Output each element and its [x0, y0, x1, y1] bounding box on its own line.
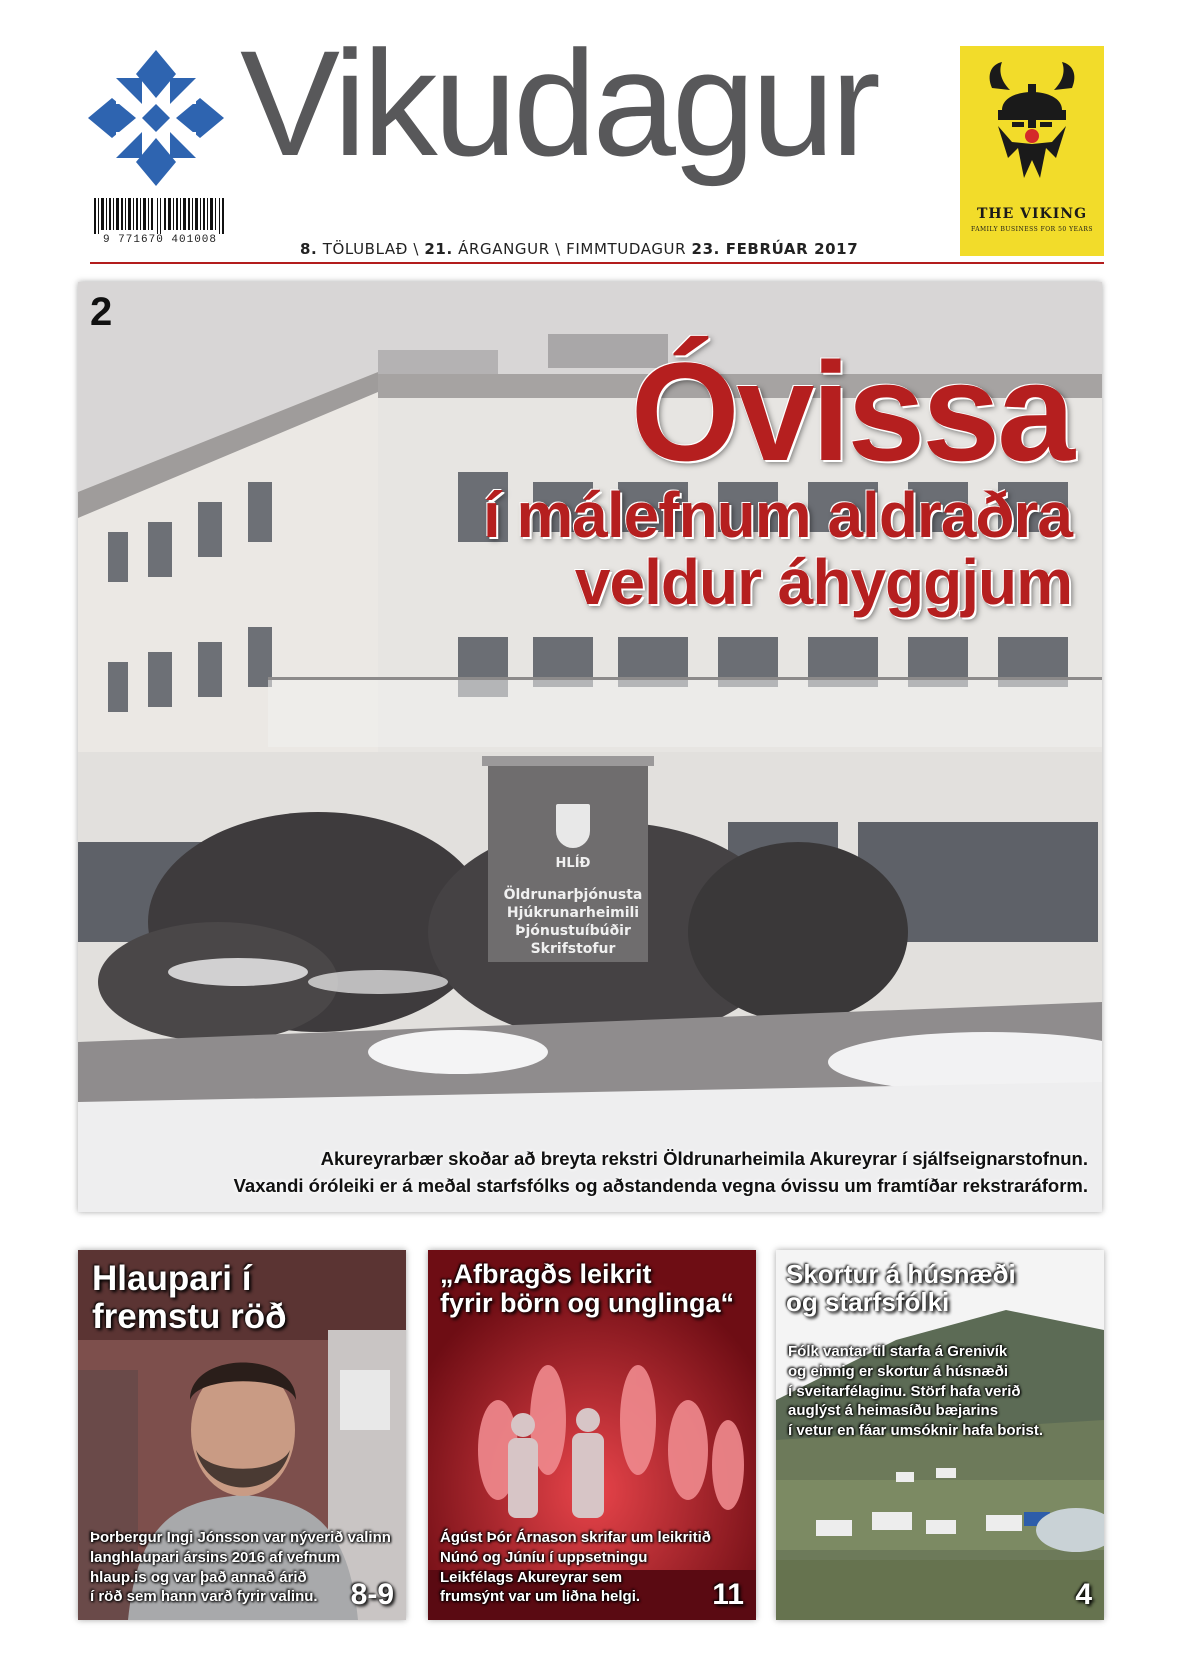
viking-advertisement[interactable]	[960, 46, 1104, 256]
ad-brand: THE VIKING	[976, 206, 1088, 222]
teaser-housing-text-line-4: auglýst á heimasíðu bæjarins	[788, 1402, 999, 1420]
issue-label: TÖLUBLAÐ	[322, 240, 408, 258]
teaser-runner-title	[92, 1260, 286, 1336]
teaser-runner-text-line-2: langhlaupari ársins 2016 af vefnum	[90, 1548, 341, 1566]
masthead-divider	[90, 262, 1104, 264]
teaser-theatre-text-line-4: frumsýnt var um liðna helgi.	[440, 1588, 641, 1606]
newspaper-star-logo	[86, 48, 226, 188]
barcode	[90, 198, 230, 244]
teaser-housing-page: 4	[1075, 1578, 1092, 1611]
teaser-theatre-title-line-1: „Afbragðs leikrit	[440, 1259, 652, 1289]
teaser-housing[interactable]	[776, 1250, 1104, 1620]
main-story-caption	[234, 1146, 1088, 1200]
teaser-theatre-text	[440, 1528, 711, 1607]
teaser-theatre-title	[440, 1260, 734, 1318]
dateline-separator-1: \	[413, 240, 419, 258]
sign-line-1: Öldrunarþjónusta	[503, 887, 643, 903]
sign-line-3: Þjónustuíbúðir	[515, 923, 631, 939]
teaser-theatre-text-line-3: Leikfélags Akureyrar sem	[440, 1568, 623, 1586]
sign-emblem-icon	[556, 804, 590, 848]
weekday: FIMMTUDAGUR	[566, 240, 687, 258]
sign-panel	[488, 804, 658, 957]
teaser-runner-text-line-1: Þorbergur Ingi Jónsson var nýverið valinn	[90, 1529, 391, 1546]
main-story-page-number: 2	[90, 290, 113, 334]
issue-date: 23. FEBRÚAR 2017	[691, 240, 859, 258]
issue-dateline	[300, 240, 858, 258]
teaser-theatre[interactable]	[428, 1250, 756, 1620]
ad-tagline: FAMILY BUSINESS FOR 50 YEARS	[971, 226, 1093, 233]
headline-line-2: í málefnum aldraðra	[482, 479, 1072, 551]
teaser-runner-text-line-3: hlaup.is og var það annað árið	[90, 1568, 307, 1586]
teaser-runner-text	[90, 1528, 391, 1607]
sign-line-2: Hjúkrunarheimili	[506, 905, 640, 921]
newspaper-title: Vikudagur	[240, 19, 877, 187]
headline-line-3: veldur áhyggjum	[574, 546, 1072, 619]
teaser-theatre-text-line-1: Ágúst Þór Árnason skrifar um leikritið	[440, 1529, 711, 1546]
caption-line-2: Vaxandi óróleiki er á meðal starfsfólks og aðstandenda vegna óvissu um framtíðar rekstraráform.	[233, 1175, 1088, 1197]
teaser-theatre-text-line-2: Núnó og Júníu í uppsetningu	[440, 1548, 648, 1566]
teaser-housing-text-line-2: og einnig er skortur á húsnæði	[788, 1362, 1009, 1380]
teaser-housing-text-line-1: Fólk vantar til starfa á Grenivík	[788, 1343, 1008, 1360]
headline-line-1: Óvissa	[630, 333, 1072, 490]
teaser-runner-title-line-1: Hlaupari í	[92, 1259, 252, 1298]
main-story-photo[interactable]	[78, 282, 1102, 1212]
teaser-housing-title	[786, 1260, 1016, 1316]
teaser-housing-text	[788, 1342, 1043, 1441]
sign-name: HLÍÐ	[555, 856, 591, 871]
sign-line-4: Skrifstofur	[530, 941, 616, 957]
teaser-theatre-page: 11	[712, 1578, 744, 1611]
teaser-runner-title-line-2: fremstu röð	[92, 1296, 287, 1336]
teaser-housing-title-line-1: Skortur á húsnæði	[786, 1259, 1016, 1289]
teaser-housing-text-line-3: í sveitarfélaginu. Störf hafa verið	[788, 1382, 1021, 1400]
dateline-separator-2: \	[555, 240, 561, 258]
teaser-runner[interactable]	[78, 1250, 406, 1620]
caption-line-1: Akureyrarbær skoðar að breyta rekstri Öldrunarheimila Akureyrar í sjálfseignarstofnun.	[320, 1148, 1088, 1170]
volume-number: 21.	[424, 240, 453, 258]
teaser-housing-text-line-5: í vetur en fáar umsóknir hafa borist.	[788, 1422, 1044, 1440]
teaser-runner-page: 8-9	[350, 1578, 394, 1611]
teaser-theatre-title-line-2: fyrir börn og unglinga“	[440, 1288, 734, 1319]
teaser-runner-text-line-4: í röð sem hann varð fyrir valinu.	[90, 1588, 318, 1606]
issue-number: 8.	[300, 240, 318, 258]
main-headline[interactable]	[482, 333, 1072, 619]
barcode-number: 9 771670 401008	[102, 234, 218, 246]
volume-label: ÁRGANGUR	[458, 240, 550, 258]
teaser-housing-title-line-2: og starfsfólki	[786, 1287, 950, 1318]
barcode-bars-icon	[94, 198, 226, 234]
viking-helmet-icon	[978, 60, 1086, 190]
